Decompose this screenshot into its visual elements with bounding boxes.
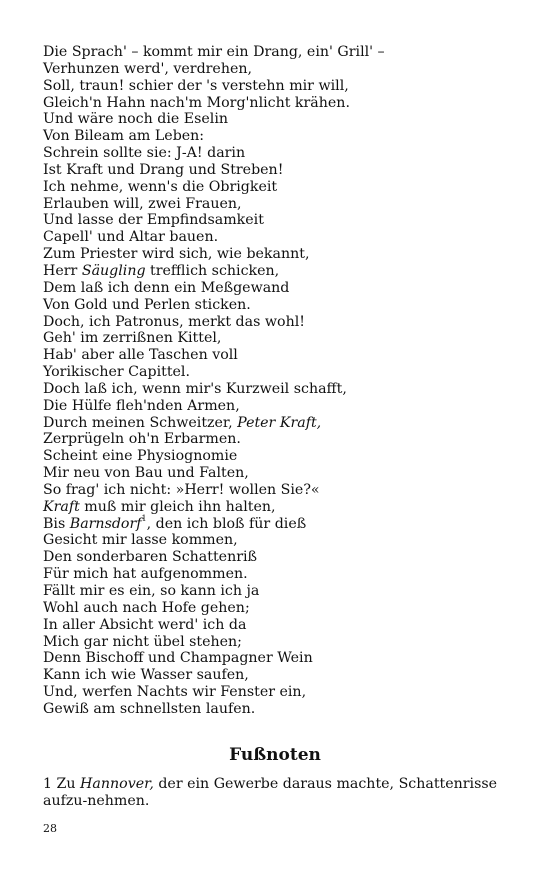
poem-line: Gesicht mir lasse kommen, xyxy=(43,532,238,549)
poem-line: Yorikischer Capittel. xyxy=(43,364,190,381)
poem-line: Schrein sollte sie: J-A! darin xyxy=(43,145,246,162)
poem-line: Dem laß ich denn ein Meßgewand xyxy=(43,279,290,296)
poem-text: Bis xyxy=(43,515,70,532)
poem-text: Herr xyxy=(43,262,82,279)
poem-line: Und, werfen Nachts wir Fenster ein, xyxy=(43,684,307,701)
poem-line: Capell' und Altar bauen. xyxy=(43,229,219,246)
poem-line: Gewiß am schnellsten laufen. xyxy=(43,700,256,717)
name-peter-kraft: Peter Kraft, xyxy=(237,414,322,431)
footnote-number: 1 xyxy=(43,776,53,792)
poem-line: Ich nehme, wenn's die Obrigkeit xyxy=(43,178,278,195)
poem-line: Hab' aber alle Taschen voll xyxy=(43,347,238,364)
poem-text: Durch meinen Schweitzer, xyxy=(43,414,238,431)
footnote-place: Hannover, xyxy=(80,776,154,792)
poem-line: Wohl auch nach Hofe gehen; xyxy=(43,599,250,616)
poem-line: Mich gar nicht übel stehen; xyxy=(43,633,242,650)
poem-line: Ist Kraft und Drang und Streben! xyxy=(43,161,284,178)
poem-line: Von Bileam am Leben: xyxy=(43,128,205,145)
poem-line: Und lasse der Empfindsamkeit xyxy=(43,212,264,229)
poem-line: Zerprügeln oh'n Erbarmen. xyxy=(43,431,241,448)
poem-text: muß mir gleich ihn halten, xyxy=(79,498,276,515)
name-saeugling: Säugling xyxy=(81,262,146,279)
footnote-reference[interactable]: 1 xyxy=(141,513,147,523)
poem-line: In aller Absicht werd' ich da xyxy=(43,616,247,633)
poem-line: Geh' im zerrißnen Kittel, xyxy=(43,330,222,347)
poem-line xyxy=(43,415,513,432)
footnote-text: Zu xyxy=(52,776,81,792)
poem-line: Scheint eine Physiognomie xyxy=(43,448,238,465)
footnotes-heading: Fußnoten xyxy=(229,745,321,765)
footnote-text: der ein Gewerbe daraus machte, Schattenrisse aufzu-nehmen. xyxy=(43,776,498,809)
name-barnsdorf: Barnsdorf xyxy=(69,515,142,532)
poem-line: Fällt mir es ein, so kann ich ja xyxy=(43,583,260,599)
poem xyxy=(43,44,513,718)
poem-line xyxy=(43,513,513,533)
poem-line: So frag' ich nicht: »Herr! wollen Sie?« xyxy=(43,481,320,498)
poem-line: Mir neu von Bau und Falten, xyxy=(43,465,249,482)
page-number: 28 xyxy=(43,822,57,835)
poem-line: Und wäre noch die Eselin xyxy=(43,111,229,128)
poem-line: Erlauben will, zwei Frauen, xyxy=(43,195,242,212)
poem-line: Von Gold und Perlen sticken. xyxy=(43,296,251,313)
poem-line xyxy=(43,263,513,280)
poem-line: Doch, ich Patronus, merkt das wohl! xyxy=(43,313,305,330)
poem-line: Zum Priester wird sich, wie bekannt, xyxy=(43,246,310,263)
poem-text: , den ich bloß für dieß xyxy=(146,515,307,532)
poem-line: Doch laß ich, wenn mir's Kurzweil schafft, xyxy=(43,380,347,397)
poem-line: Kann ich wie Wasser saufen, xyxy=(43,667,249,684)
poem-line: Für mich hat aufgenommen. xyxy=(43,566,248,583)
poem-line: Soll, traun! schier der 's verstehn mir will, xyxy=(43,77,349,94)
poem-line: Gleich'n Hahn nach'm Morg'nlicht krähen. xyxy=(43,94,350,111)
name-kraft: Kraft xyxy=(43,498,80,515)
poem-line xyxy=(43,499,513,516)
poem-text: trefflich schicken, xyxy=(145,262,280,279)
poem-line: Den sonderbaren Schattenriß xyxy=(43,549,257,566)
poem-line: Verhunzen werd', verdrehen, xyxy=(43,60,253,77)
poem-line: Die Hülfe fleh'nden Armen, xyxy=(43,397,240,414)
poem-line: Die Sprach' – kommt mir ein Drang, ein' Grill' – xyxy=(43,44,385,60)
poem-line: Denn Bischoff und Champagner Wein xyxy=(43,650,313,667)
footnote-item xyxy=(43,776,503,810)
